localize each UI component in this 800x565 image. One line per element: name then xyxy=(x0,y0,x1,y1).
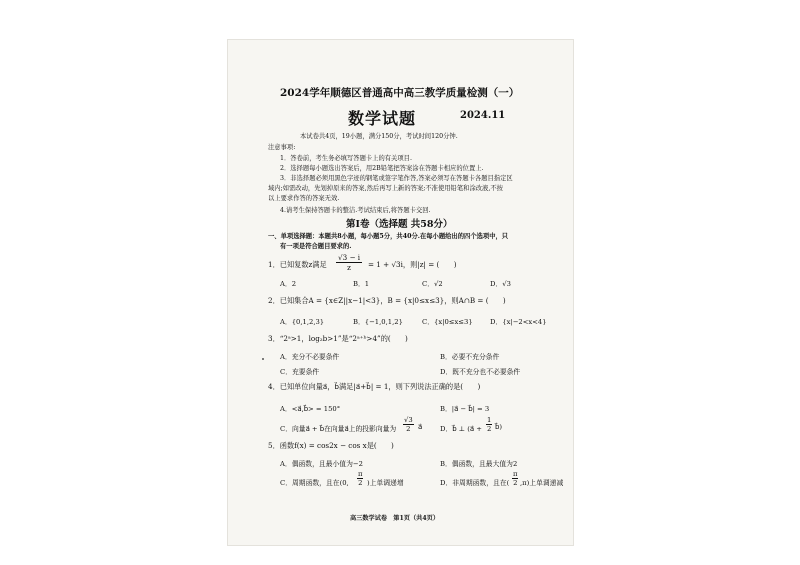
q5-option-c-fraction xyxy=(357,470,363,487)
q5-c-frac-num: π xyxy=(358,470,363,478)
q4-c-frac-num: √3 xyxy=(404,416,413,424)
q5-option-b: B．偶函数，且最大值为2 xyxy=(440,460,518,468)
q1-option-b: B．1 xyxy=(353,280,370,288)
note-3-cont: 域内;如需改动，先划掉原来的答案,然后再写上新的答案;不准使用铅笔和涂改液,不按 xyxy=(268,185,503,192)
q1-fraction xyxy=(336,253,362,272)
q1-option-d: D．√3 xyxy=(490,280,511,288)
q5-option-a: A．偶函数，且最小值为−2 xyxy=(280,460,363,468)
q4-option-d-pre: D．b⃗ ⊥ (a⃗ + xyxy=(440,425,482,433)
q2-stem: 2．已知集合A = {x∈Z||x−1|<3}，B = {x|0≤x≤3}，则A∩B = ( ) xyxy=(268,296,506,305)
q3-option-c: C．充要条件 xyxy=(280,368,320,376)
part1-instructions-line1: 一、单项选择题：本题共8小题，每小题5分，共40分.在每小题给出的四个选项中，只 xyxy=(268,233,509,240)
q5-option-d-fraction xyxy=(512,470,518,487)
section-title: 第Ⅰ卷（选择题 共58分） xyxy=(346,219,453,230)
q1-option-c: C．√2 xyxy=(422,280,443,288)
q2-option-b: B．{−1,0,1,2} xyxy=(353,318,403,326)
exam-info: 本试卷共4页，19小题，满分150分，考试时间120分钟. xyxy=(300,133,458,140)
q3-option-a: A．充分不必要条件 xyxy=(280,353,340,361)
exam-title: 2024学年顺德区普通高中高三教学质量检测（一） xyxy=(280,87,520,99)
note-2: 2．选择题每小题选出答案后，用2B铅笔把答案涂在答题卡相应的位置上. xyxy=(280,165,484,172)
exam-page xyxy=(228,40,573,545)
margin-dot xyxy=(262,358,264,360)
q5-c-frac-den: 2 xyxy=(358,479,363,487)
q4-stem: 4．已知单位向量a⃗，b⃗满足|a⃗+b⃗| = 1，则下列说法正确的是( ) xyxy=(268,382,481,391)
q2-option-a: A．{0,1,2,3} xyxy=(280,318,325,326)
q3-option-d: D．既不充分也不必要条件 xyxy=(440,368,521,376)
note-3: 3．非选择题必须用黑色字迹的钢笔或签字笔作答,答案必须写在答题卡各题目指定区 xyxy=(280,175,513,182)
q1-stem-post: = 1 + √3i，则|z| = ( ) xyxy=(368,260,457,269)
q4-option-c-pre: C．向量a⃗ + b⃗在向量a⃗上的投影向量为 xyxy=(280,425,397,433)
part1-instructions-line2: 有一项是符合题目要求的. xyxy=(280,243,352,250)
q2-option-c: C．{x|0≤x≤3} xyxy=(422,318,473,326)
q4-option-d-fraction xyxy=(486,416,492,433)
q2-option-d: D．{x|−2<x<4} xyxy=(490,318,547,326)
q4-option-a: A．<a⃗,b⃗> = 150° xyxy=(280,405,341,413)
q3-option-b: B．必要不充分条件 xyxy=(440,353,500,361)
q1-frac-num: √3 − i xyxy=(338,253,361,262)
q4-d-frac-num: 1 xyxy=(487,416,492,424)
q5-d-frac-num: π xyxy=(513,470,518,478)
q4-c-frac-den: 2 xyxy=(406,425,411,433)
q1-stem-pre: 1．已知复数z满足 xyxy=(268,260,327,269)
q1-option-a: A．2 xyxy=(280,280,297,288)
q5-option-c-post: )上单调递增 xyxy=(367,479,404,487)
notes-heading: 注意事项: xyxy=(268,144,296,151)
note-3-end: 以上要求作答的答案无效. xyxy=(268,195,340,202)
q1-frac-den: z xyxy=(347,263,351,272)
q5-stem: 5．函数f(x) = cos2x − cos x是( ) xyxy=(268,441,394,450)
q4-option-b: B．|a⃗ − b⃗| = 3 xyxy=(440,405,490,413)
q5-option-c-pre: C．周期函数，且在(0, xyxy=(280,479,349,487)
q5-d-frac-den: 2 xyxy=(513,479,518,487)
q5-option-d-post: ,π)上单调递减 xyxy=(520,479,564,487)
q4-option-d-post: b⃗) xyxy=(495,423,502,431)
subject-title: 数学试题 xyxy=(348,109,417,128)
exam-date: 2024.11 xyxy=(460,110,506,121)
q4-option-c-fraction xyxy=(403,416,414,433)
q5-option-d-pre: D．非周期函数，且在( xyxy=(440,479,510,487)
note-1: 1．答卷前，考生务必填写答题卡上的有关项目. xyxy=(280,155,412,162)
page-footer: 高三数学试卷 第1页（共4页） xyxy=(350,515,440,522)
q3-stem: 3．“2ᵃ>1，log₂b>1”是“2ᵃ⁺ᵇ>4”的( ) xyxy=(268,334,408,343)
note-4: 4.请考生保持答题卡的整洁.考试结束后,将答题卡交回. xyxy=(280,207,431,214)
q4-d-frac-den: 2 xyxy=(487,425,492,433)
q4-option-c-post: a⃗ xyxy=(418,423,423,431)
